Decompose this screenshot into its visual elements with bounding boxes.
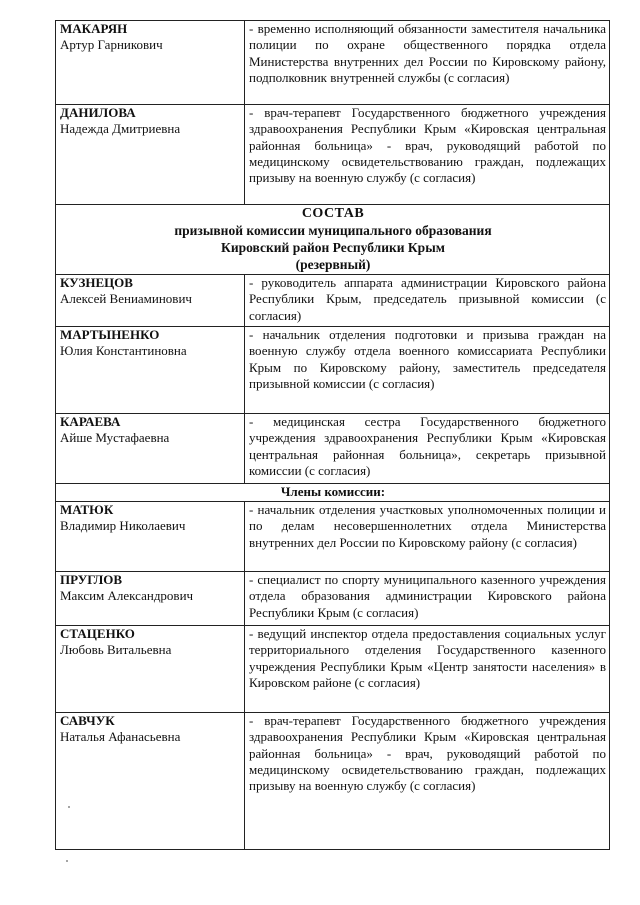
person-surname: СТАЦЕНКО xyxy=(60,626,135,641)
person-given-name: Айше Мустафаевна xyxy=(60,430,170,445)
person-position: - ведущий инспектор отдела предоставления социальных услуг территориального отделения Государственного казенного учреждения Республики Крым «Центр занятости населения» в Кировском районе (с согласия) xyxy=(245,626,610,713)
person-name-cell xyxy=(56,626,245,713)
person-given-name: Юлия Константиновна xyxy=(60,343,187,358)
section-heading xyxy=(56,205,610,275)
person-name-cell xyxy=(56,572,245,626)
person-surname: САВЧУК xyxy=(60,713,115,728)
table-row xyxy=(56,414,610,484)
person-position: - временно исполняющий обязанности заместителя начальника полиции по охране общественного порядка отдела Министерства внутренних дел России по Кировскому району, подполковник внутренней службы (с согласия) xyxy=(245,21,610,105)
person-surname: МАТЮК xyxy=(60,502,114,517)
table-row xyxy=(56,21,610,105)
person-surname: ПРУГЛОВ xyxy=(60,572,123,587)
person-name-cell xyxy=(56,502,245,572)
heading-line: (резервный) xyxy=(295,257,371,272)
person-position: - врач-терапевт Государственного бюджетного учреждения здравоохранения Республики Крым «Кировская центральная районная больница» - врач, руководящий работой по медицинскому освидетельствованию граждан, подлежащих призыву на военную службу (с согласия) xyxy=(245,713,610,850)
table-row xyxy=(56,105,610,205)
person-position: - начальник отделения участковых уполномоченных полиции и по делам несовершеннолетних отдела Министерства внутренних дел России по Кировскому району (с согласия) xyxy=(245,502,610,572)
table-row xyxy=(56,713,610,850)
table-row xyxy=(56,626,610,713)
members-heading-row xyxy=(56,484,610,502)
members-heading: Члены комиссии: xyxy=(56,484,610,502)
person-name-cell xyxy=(56,414,245,484)
person-surname: МАРТЫНЕНКО xyxy=(60,327,160,342)
person-surname: КАРАЕВА xyxy=(60,414,121,429)
person-position: - начальник отделения подготовки и призыва граждан на военную службу отдела военного комиссариата Республики Крым по Кировскому району, заместитель председателя призывной комиссии (с согласия) xyxy=(245,327,610,414)
person-given-name: Наталья Афанасьевна xyxy=(60,729,181,744)
heading-line: Кировский район Республики Крым xyxy=(221,240,445,255)
heading-line: призывной комиссии муниципального образования xyxy=(174,223,492,238)
person-given-name: Алексей Вениаминович xyxy=(60,291,192,306)
section-heading-row xyxy=(56,205,610,275)
person-given-name: Надежда Дмитриевна xyxy=(60,121,181,136)
table-row xyxy=(56,572,610,626)
person-position: - руководитель аппарата администрации Кировского района Республики Крым, председатель призывной комиссии (с согласия) xyxy=(245,275,610,327)
heading-title: СОСТАВ xyxy=(301,206,365,221)
person-given-name: Любовь Витальевна xyxy=(60,642,172,657)
person-given-name: Артур Гарникович xyxy=(60,37,163,52)
person-surname: МАКАРЯН xyxy=(60,21,128,36)
person-surname: ДАНИЛОВА xyxy=(60,105,136,120)
table-row xyxy=(56,502,610,572)
person-position: - врач-терапевт Государственного бюджетного учреждения здравоохранения Республики Крым «Кировская центральная районная больница» - врач, руководящий работой по медицинскому освидетельствованию граждан, подлежащих призыву на военную службу (с согласия) xyxy=(245,105,610,205)
person-name-cell xyxy=(56,105,245,205)
table-row xyxy=(56,275,610,327)
person-name-cell xyxy=(56,327,245,414)
table-row xyxy=(56,327,610,414)
commission-table xyxy=(55,20,610,850)
scan-speck xyxy=(68,806,70,808)
person-position: - специалист по спорту муниципального казенного учреждения отдела образования администрации Кировского района Республики Крым (с согласия) xyxy=(245,572,610,626)
person-name-cell xyxy=(56,713,245,850)
person-name-cell xyxy=(56,21,245,105)
person-name-cell xyxy=(56,275,245,327)
person-given-name: Владимир Николаевич xyxy=(60,518,186,533)
person-given-name: Максим Александрович xyxy=(60,588,194,603)
person-position: - медицинская сестра Государственного бюджетного учреждения здравоохранения Республики Крым «Кировская центральная районная больница», секретарь призывной комиссии (с согласия) xyxy=(245,414,610,484)
person-surname: КУЗНЕЦОВ xyxy=(60,275,133,290)
scan-speck xyxy=(66,860,68,862)
